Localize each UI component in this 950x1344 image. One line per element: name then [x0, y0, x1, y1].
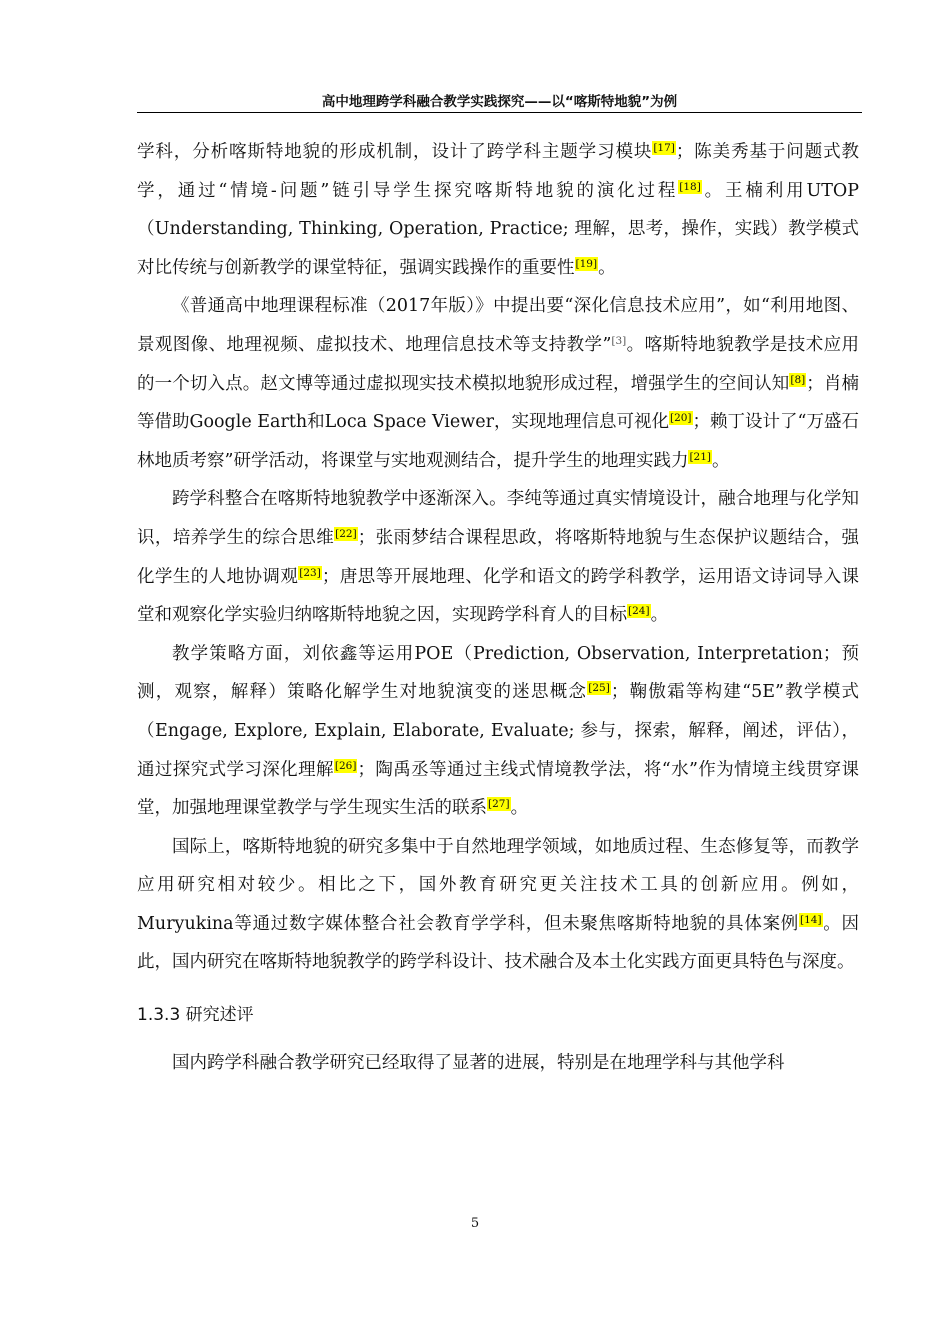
citation-marker: [22] — [335, 527, 357, 540]
text-run: ；鞠傲霜等构建“5E”教学模式（Engage, Explore, Explain, Elaborate, Evaluate; 参与，探索，解释，阐述，评估），通过探究式学习深化理解 — [137, 682, 859, 780]
text-run: ；张雨梦结合课程思政，将喀斯特地貌与生态保护议题结合，强化学生的人地协调观 — [137, 527, 860, 587]
citation-marker: [14] — [800, 913, 822, 926]
citation-marker: [17] — [653, 142, 675, 154]
page-number: 5 — [470, 1216, 480, 1231]
header-rule — [137, 112, 862, 113]
text-run: 国际上，喀斯特地貌的研究多集中于自然地理学领域，如地质过程、生态修复等，而教学应用研究相对较少。相比之下，国外教育研究更关注技术工具的创新应用。例如，Muryukina等通过数字媒体整合社会教育学学科，但未聚焦喀斯特地貌的具体案例 — [137, 836, 859, 934]
citation-marker: [25] — [588, 682, 610, 695]
citation-marker: [26] — [334, 759, 357, 772]
paragraph: 国内跨学科融合教学研究已经取得了显著的进展，特别是在地理学科与其他学科 — [172, 1053, 785, 1074]
paragraph — [137, 133, 859, 287]
text-run: 。 — [598, 257, 616, 278]
citation-marker: [24] — [628, 605, 650, 618]
paragraph — [137, 828, 859, 982]
paragraph — [137, 287, 859, 480]
text-run: 。 — [510, 798, 529, 819]
text-run: ；陈美秀基于问题式教学，通过“情境-问题”链引导学生探究喀斯特地貌的演化过程 — [137, 142, 860, 201]
text-run: 学科，分析喀斯特地貌的形成机制，设计了跨学科主题学习模块 — [137, 142, 653, 162]
text-run: ；陶禹丞等通过主线式情境教学法，将“水”作为情境主线贯穿课堂，加强地理课堂教学与学生现实生活的联系 — [137, 759, 859, 819]
section-heading: 1.3.3 研究述评 — [137, 1005, 254, 1026]
citation-marker: [21] — [689, 450, 712, 463]
body-text — [137, 133, 859, 1083]
text-run: 。喀斯特地貌教学是技术应用的一个切入点。赵文博等通过虚拟现实技术模拟地貌形成过程，增强学生的空间认知 — [137, 334, 860, 394]
citation-marker: [27] — [488, 798, 510, 811]
text-run: ；肖楠等借助Google Earth和Loca Space Viewer，实现地理信息可视化 — [137, 373, 859, 433]
text-run: ；赖丁设计了“万盛石林地质考察”研学活动，将课堂与实地观测结合，提升学生的地理实践力 — [137, 412, 859, 471]
citation-marker: [23] — [299, 566, 321, 579]
text-run: 。 — [712, 450, 730, 471]
text-run: 。王楠利用UTOP（Understanding, Thinking, Operation, Practice; 理解，思考，操作，实践）教学模式对比传统与创新教学的课堂特征，强调实践操作的重要性 — [137, 180, 860, 278]
text-run: 教学策略方面，刘依鑫等运用POE（Prediction, Observation, Interpretation；预测，观察，解释）策略化解学生对地貌演变的迷思概念 — [137, 643, 859, 703]
paragraph — [137, 480, 859, 634]
citation-marker: [18] — [679, 180, 701, 193]
citation-marker: [8] — [790, 373, 806, 386]
text-run: 。 — [650, 605, 669, 626]
running-header: 高中地理跨学科融合教学实践探究——以“喀斯特地貌”为例 — [321, 94, 678, 110]
text-run: 跨学科整合在喀斯特地貌教学中逐渐深入。李纯等通过真实情境设计，融合地理与化学知识，培养学生的综合思维 — [137, 489, 859, 548]
text-run: 。因此，国内研究在喀斯特地貌教学的跨学科设计、技术融合及本土化实践方面更具特色与深度。 — [137, 913, 859, 973]
citation-marker: [20] — [669, 412, 692, 425]
text-run: ；唐思等开展地理、化学和语文的跨学科教学，运用语文诗词导入课堂和观察化学实验归纳喀斯特地貌之因，实现跨学科育人的目标 — [137, 566, 860, 626]
text-run: 《普通高中地理课程标准（2017年版）》中提出要“深化信息技术应用”，如“利用地图、景观图像、地理视频、虚拟技术、地理信息技术等支持教学” — [137, 296, 859, 355]
paragraph-list — [137, 133, 859, 982]
citation-marker: [19] — [575, 257, 598, 270]
citation-marker: [3] — [611, 334, 627, 347]
paragraph — [137, 635, 859, 828]
